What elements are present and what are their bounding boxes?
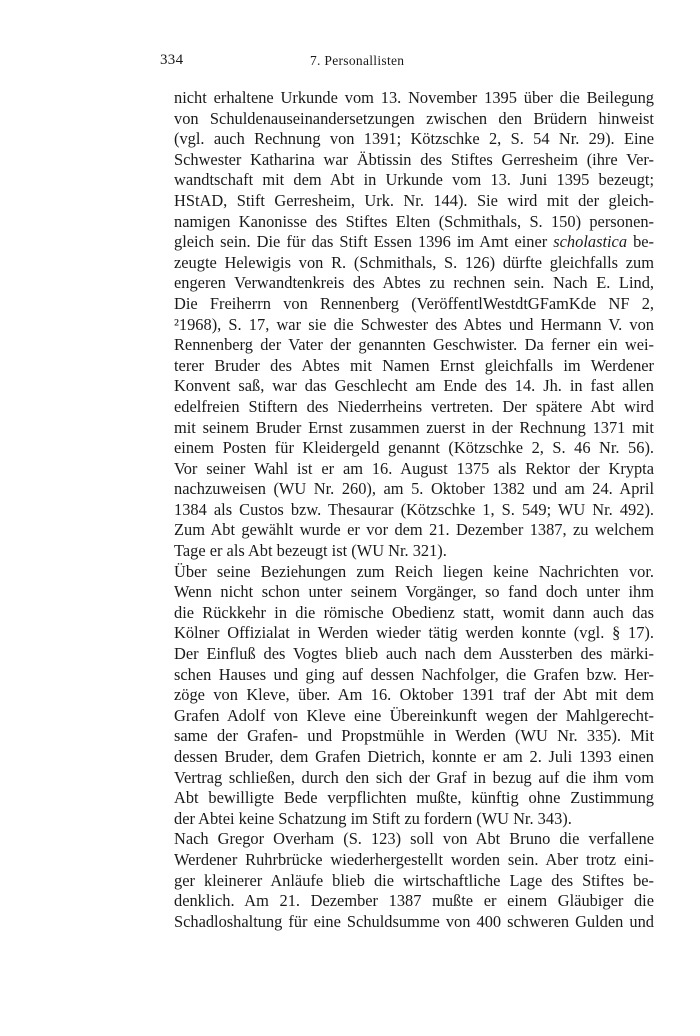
text-line-content: ger kleinerer Anläufe blieb die wirtschaftliche Lage des Stiftes be- [174, 870, 654, 890]
body-text [174, 88, 694, 932]
text-line [174, 747, 654, 768]
text-line [174, 871, 654, 892]
text-line [174, 273, 654, 294]
text-line-content: Vertrag schließen, durch den sich der Graf in bezug auf die ihm vom [174, 767, 654, 787]
page-number: 334 [160, 52, 184, 68]
text-line-content: nachzuweisen (WU Nr. 260), am 5. Oktober 1382 und am 24. April [174, 479, 654, 499]
text-line [174, 891, 654, 912]
text-line [174, 644, 654, 665]
text-line-content: dessen Bruder, dem Grafen Dietrich, konnte er am 2. Juli 1393 einen [174, 747, 654, 766]
text-line-content: Schwester Katharina war Äbtissin des Stiftes Gerresheim (ihre Ver- [174, 149, 654, 169]
text-line [174, 418, 654, 439]
text-line [174, 809, 654, 830]
text-line [174, 706, 654, 727]
text-line [174, 88, 654, 109]
text-line-content: (vgl. auch Rechnung von 1391; Kötzschke 2, S. 54 Nr. 29). Eine [174, 129, 654, 149]
text-line-content: Vor seiner Wahl ist er am 16. August 1375 als Rektor der Krypta [174, 458, 654, 478]
text-line [174, 438, 654, 459]
text-line-content: Zum Abt gewählt wurde er vor dem 21. Dezember 1387, zu welchem [174, 520, 654, 540]
text-line [174, 912, 654, 933]
text-line-content: der Abtei keine Schatzung im Stift zu fordern (WU Nr. 343). [174, 808, 572, 828]
text-line-content: von Schuldenauseinandersetzungen zwischen den Brüdern hinweist [174, 108, 654, 128]
text-line [174, 582, 654, 603]
text-line [174, 191, 654, 212]
text-line [174, 603, 654, 624]
text-line-content: edelfreien Stiftern des Niederrheins vertreten. Der spätere Abt wird [174, 396, 654, 416]
text-line [174, 850, 654, 871]
text-line-content: Der Einfluß des Vogtes blieb auch nach dem Aussterben des märki- [174, 644, 654, 664]
text-line-content: 1384 als Custos bzw. Thesaurar (Kötzschke 1, S. 549; WU Nr. 492). [174, 499, 654, 519]
text-line-content: Die Freiherrn von Rennenberg (VeröffentlWestdtGFamKde NF 2, [174, 293, 654, 313]
text-line-content: namigen Kanonisse des Stiftes Elten (Schmithals, S. 150) personen- [174, 211, 654, 231]
text-line-content: Grafen Adolf von Kleve eine Übereinkunft wegen der Mahlgerecht- [174, 705, 654, 725]
text-line-content: mit seinem Bruder Ernst zusammen zuerst in der Rechnung 1371 mit [174, 417, 654, 437]
text-line [174, 665, 654, 686]
text-line-content: schen Hauses und ging auf dessen Nachfolger, die Grafen bzw. Her- [174, 664, 654, 684]
text-line-content: denklich. Am 21. Dezember 1387 mußte er einem Gläubiger die [174, 891, 654, 911]
text-line [174, 232, 654, 253]
text-line-content: zöge von Kleve, über. Am 16. Oktober 1391 traf der Abt mit dem [174, 685, 654, 705]
text-line-content: nicht erhaltene Urkunde vom 13. November 1395 über die Beilegung [174, 88, 654, 107]
text-line-content: Über seine Beziehungen zum Reich liegen keine Nachrichten vor. [174, 561, 654, 581]
text-line [174, 212, 654, 233]
italic-term: scholastica [553, 232, 628, 252]
text-line [174, 294, 654, 315]
text-line-content: Wenn nicht schon unter seinem Vorgänger, so fand doch unter ihm [174, 582, 654, 602]
text-line [174, 356, 654, 377]
text-line [174, 768, 654, 789]
text-line-content: die Rückkehr in die römische Obedienz statt, womit dann auch das [174, 602, 654, 622]
text-line-content: terer Bruder des Abtes mit Namen Ernst gleichfalls im Werdener [174, 355, 654, 375]
text-line [174, 150, 654, 171]
text-line-content: zeugte Helewigis von R. (Schmithals, S. 126) dürfte gleichfalls zum [174, 252, 654, 272]
running-head: 7. Personallisten [310, 53, 405, 68]
text-line [174, 459, 654, 480]
text-line-content: engeren Verwandtenkreis des Abtes zu rechnen sein. Nach E. Lind, [174, 273, 654, 293]
text-line [174, 726, 654, 747]
text-line [174, 397, 654, 418]
text-line-content: gleich sein. Die für das Stift Essen 1396 im Amt einer [174, 232, 548, 252]
text-line [174, 562, 654, 583]
text-line [174, 829, 654, 850]
text-line-content: Kölner Offizialat in Werden wieder tätig werden konnte (vgl. § 17). [174, 623, 654, 643]
text-line [174, 541, 654, 562]
text-line [174, 315, 654, 336]
text-line-content: Konvent saß, war das Geschlecht am Ende des 14. Jh. in fast allen [174, 376, 654, 396]
text-line-content: same der Grafen- und Propstmühle in Werden (WU Nr. 335). Mit [174, 726, 654, 746]
text-line [174, 109, 654, 130]
text-line [174, 335, 654, 356]
text-line-content: Schadloshaltung für eine Schuldsumme von 400 schweren Gulden und [174, 911, 654, 931]
text-line-content: Tage er als Abt bezeugt ist (WU Nr. 321). [174, 541, 447, 561]
text-line [174, 129, 654, 150]
page-header [160, 52, 568, 72]
text-line [174, 376, 654, 397]
text-line-content: Rennenberg der Vater der genannten Geschwister. Da ferner ein wei- [174, 335, 654, 355]
text-line-content: HStAD, Stift Gerresheim, Urk. Nr. 144). Sie wird mit der gleich- [174, 190, 654, 210]
text-line [174, 788, 654, 809]
text-line [174, 623, 654, 644]
text-line [174, 253, 654, 274]
text-line-content: einem Posten für Kleidergeld genannt (Kötzschke 2, S. 46 Nr. 56). [174, 438, 654, 458]
text-line-tail: be- [627, 232, 655, 252]
text-line [174, 500, 654, 521]
text-line [174, 685, 654, 706]
text-line-content: Nach Gregor Overham (S. 123) soll von Abt Bruno die verfallene [174, 829, 654, 849]
text-line-content: Abt bewilligte Bede verpflichten mußte, künftig ohne Zustimmung [174, 788, 654, 808]
text-line-content: Werdener Ruhrbrücke wiederhergestellt worden sein. Aber trotz eini- [174, 849, 654, 869]
text-line [174, 479, 654, 500]
text-line-content: wandtschaft mit dem Abt in Urkunde vom 13. Juni 1395 bezeugt; [174, 170, 654, 190]
text-line [174, 520, 654, 541]
text-line-content: ²1968), S. 17, war sie die Schwester des Abtes und Hermann V. von [174, 314, 654, 334]
text-line [174, 170, 654, 191]
